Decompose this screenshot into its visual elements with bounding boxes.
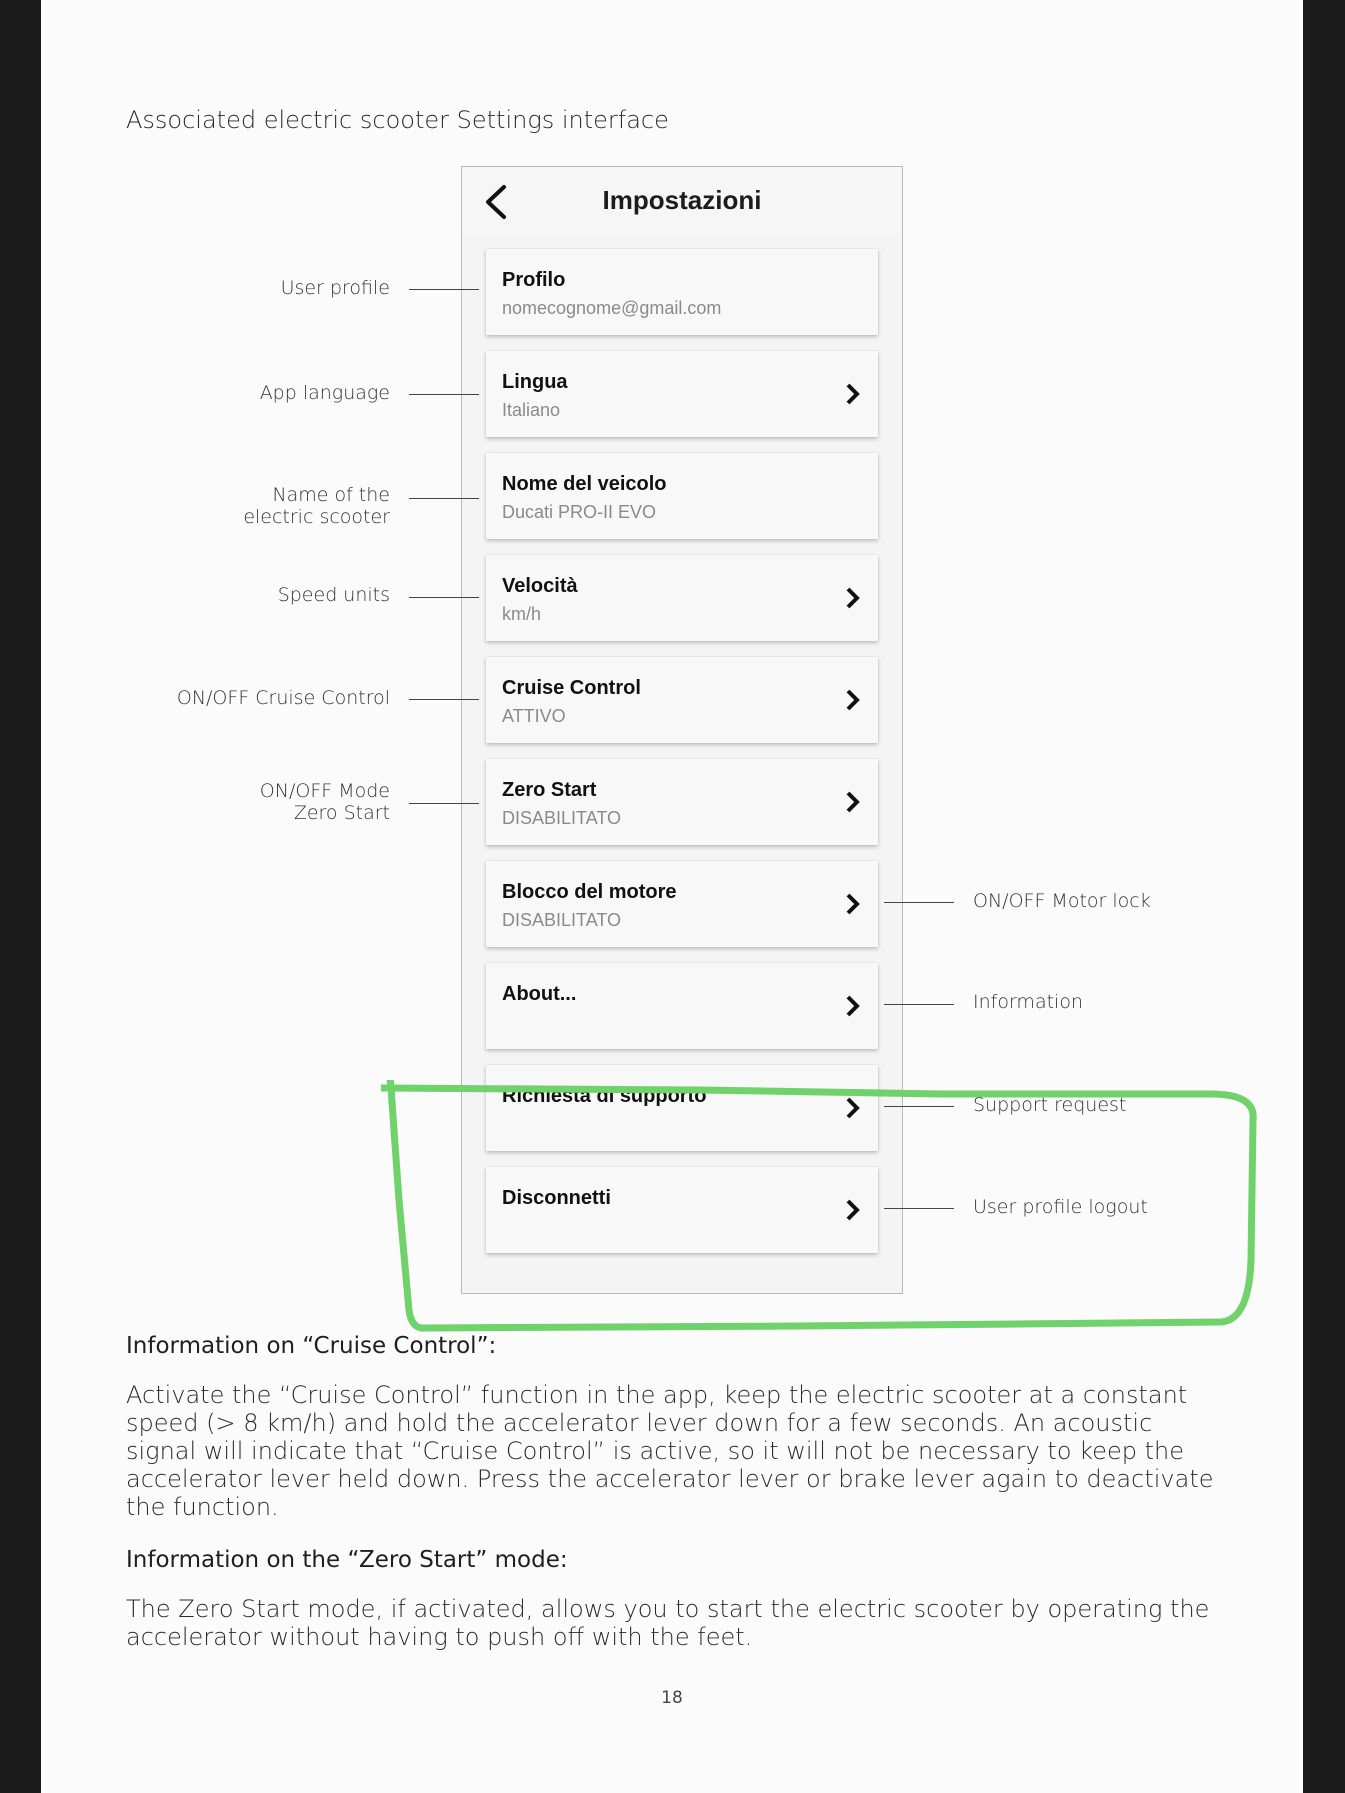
item-value: Italiano [502, 400, 561, 420]
zero-start-heading: Information on the “Zero Start” mode: [126, 1547, 568, 1573]
annotation-user-profile: User profile [280, 277, 390, 299]
annotation-vehicle-name-line2: electric scooter [243, 506, 390, 528]
leader-line [409, 498, 479, 499]
chevron-right-icon [844, 688, 862, 712]
item-title: Zero Start [502, 779, 597, 801]
annotation-zero-start-line2: Zero Start [293, 802, 390, 824]
zero-start-paragraph [126, 1595, 1236, 1651]
leader-line [409, 803, 479, 804]
leader-line [884, 1004, 954, 1005]
item-title: Cruise Control [502, 677, 641, 699]
annotation-cruise-control: ON/OFF Cruise Control [176, 687, 390, 709]
item-value: nomecognome@gmail.com [502, 298, 722, 318]
cruise-control-heading: Information on “Cruise Control”: [126, 1333, 497, 1359]
paragraph-line: accelerator without having to push off with the feet. [126, 1623, 753, 1651]
item-value: Ducati PRO-II EVO [502, 502, 657, 522]
item-value: km/h [502, 604, 542, 624]
chevron-right-icon [844, 586, 862, 610]
paragraph-line: Activate the “Cruise Control” function in the app, keep the electric scooter at a constant [126, 1381, 1188, 1409]
settings-item-vehicle-name[interactable] [486, 453, 878, 539]
leader-line [409, 597, 479, 598]
paragraph-line: accelerator lever held down. Press the accelerator lever or brake lever again to deactivate [126, 1465, 1214, 1493]
item-title: About... [502, 983, 577, 1005]
settings-item-cruise-control[interactable] [486, 657, 878, 743]
annotation-speed-units: Speed units [277, 584, 390, 606]
item-title: Velocità [502, 575, 578, 597]
settings-item-speed[interactable] [486, 555, 878, 641]
item-title: Lingua [502, 371, 568, 393]
annotation-logout: User profile logout [973, 1196, 1148, 1218]
annotation-vehicle-name-line1: Name of the [272, 484, 390, 506]
settings-item-about[interactable] [486, 963, 878, 1049]
annotation-zero-start-line1: ON/OFF Mode [259, 780, 390, 802]
leader-line [884, 902, 954, 903]
settings-item-profile[interactable] [486, 249, 878, 335]
annotation-motor-lock: ON/OFF Motor lock [973, 890, 1151, 912]
chevron-right-icon [844, 382, 862, 406]
chevron-right-icon [844, 892, 862, 916]
paragraph-line: the function. [126, 1493, 279, 1521]
annotation-app-language: App language [259, 382, 390, 404]
item-value: DISABILITATO [502, 910, 622, 930]
page-number: 18 [661, 1688, 683, 1708]
manual-page [41, 0, 1303, 1793]
leader-line [409, 394, 479, 395]
annotation-information: Information [973, 991, 1083, 1013]
paragraph-line: signal will indicate that “Cruise Control” is active, so it will not be necessary to keep the [126, 1437, 1184, 1465]
item-title: Nome del veicolo [502, 473, 667, 495]
chevron-right-icon [844, 790, 862, 814]
leader-line [409, 699, 479, 700]
settings-item-motor-lock[interactable] [486, 861, 878, 947]
screen-title: Impostazioni [602, 185, 762, 215]
item-title: Profilo [502, 269, 566, 291]
item-value: DISABILITATO [502, 808, 622, 828]
green-highlight-marker [381, 1080, 1261, 1340]
settings-item-zero-start[interactable] [486, 759, 878, 845]
intro-caption: Associated electric scooter Settings interface [126, 106, 669, 134]
item-title: Blocco del motore [502, 881, 677, 903]
screen-header [462, 167, 902, 237]
item-title: Richiesta di supporto [502, 1085, 707, 1107]
item-title: Disconnetti [502, 1187, 611, 1209]
item-value: ATTIVO [502, 706, 566, 726]
chevron-right-icon [844, 994, 862, 1018]
paragraph-line: The Zero Start mode, if activated, allows you to start the electric scooter by operating the [126, 1595, 1210, 1623]
paragraph-line: speed (> 8 km/h) and hold the accelerator lever down for a few seconds. An acoustic [126, 1409, 1153, 1437]
settings-item-language[interactable] [486, 351, 878, 437]
leader-line [409, 289, 479, 290]
cruise-control-paragraph [126, 1381, 1236, 1521]
annotation-support-request: Support request [973, 1094, 1127, 1116]
